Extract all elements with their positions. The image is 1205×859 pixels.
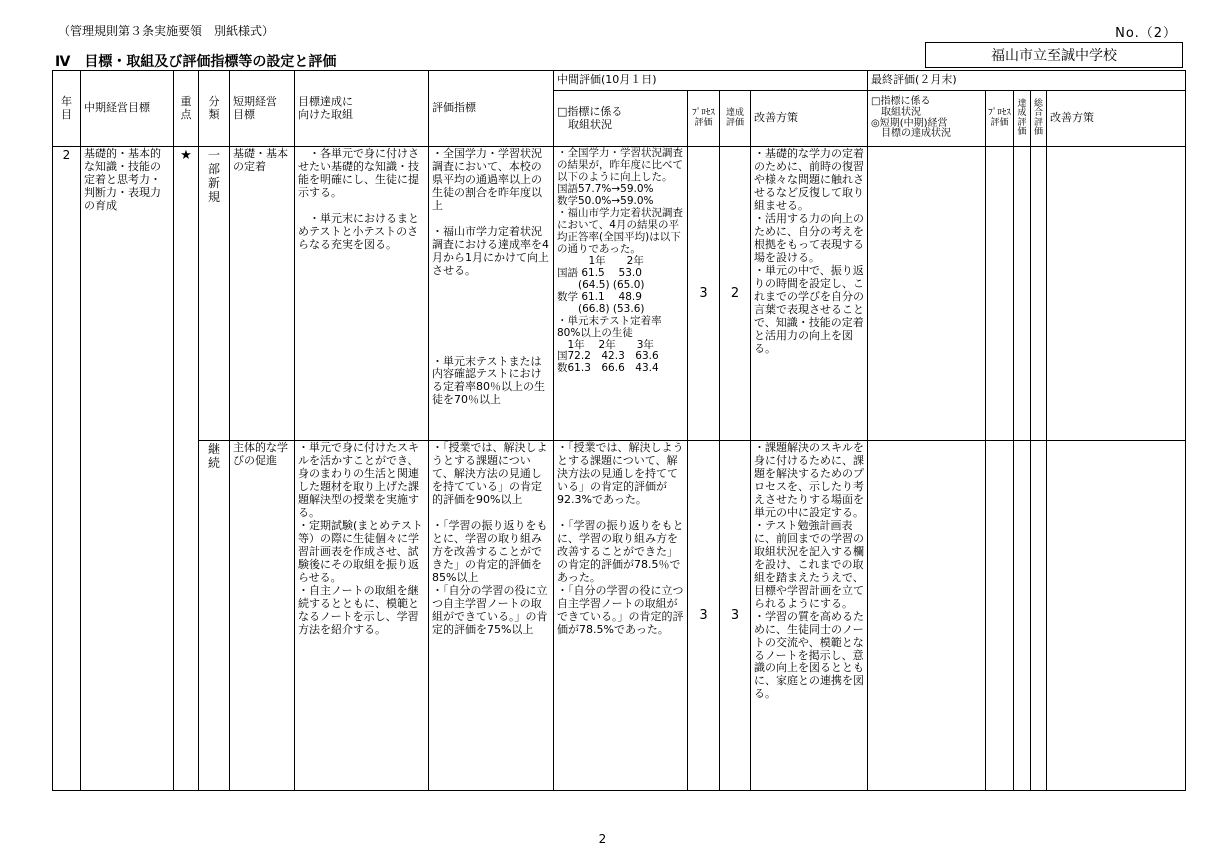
form-note: （管理規則第３条実施要領 別紙様式） [58,24,275,38]
table-row [53,441,1186,791]
evaluation-table [52,70,1186,791]
table-row [53,147,1186,441]
cell-indicator: ・「授業では、解決しようとする課題について、解決方法の見通しを持てている」の肯定的評価を90%以上 ・「学習の振り返りをもとに、学習の取り組み方を改善することができた」の肯定的評価を85%以上 ・「自分の学習の役に立つ自主学習ノートの取組ができている。」の肯定的評価を75%以上 [429,441,554,791]
header-mid-goal: 中期経営目標 [81,71,174,147]
header-efforts: 目標達成に 向けた取組 [295,71,429,147]
cell-process: 3 [688,441,720,791]
cell-mid-goal: 基礎的・基本的な知識・技能の定着と思考力・判断力・表現力の育成 [81,147,174,791]
header-achieve: 達成 評価 [720,91,751,147]
cell-final-improve [1047,147,1186,441]
footer-page-number: 2 [598,832,607,846]
section-title: Ⅳ 目標・取組及び評価指標等の設定と評価 [55,54,337,70]
priority-star: ★ [174,147,199,791]
header-overall: 総 合 評 価 [1031,91,1047,147]
cell-final-status [868,441,986,791]
header-process: ﾌﾟﾛｾｽ 評価 [688,91,720,147]
cell-short-goal: 基礎・基本の定着 [230,147,295,441]
cell-final-process [986,441,1014,791]
cell-final-achieve [1014,441,1031,791]
header-improve: 改善方策 [751,91,868,147]
cell-process: 3 [688,147,720,441]
cell-short-goal: 主体的な学びの促進 [230,441,295,791]
header-final: 最終評価(２月末) [868,71,1186,91]
header-interim-status: □指標に係る 取組状況 [554,91,688,147]
cell-improve: ・基礎的な学力の定着のために、前時の復習や様々な問題に触れさせるなど反復して取り組ませる。 ・活用する力の向上のために、自分の考えを根拠をもって表現する場を設ける。 ・単元の中で、振り返りの時間を設定し、これまでの学びを自分の言葉で表現させることで、知識・技能の定着と活用力の向上を図る。 [751,147,868,441]
cell-efforts: ・各単元で身に付けさせたい基礎的な知識・技能を明確にし、生徒に提示する。 ・単元末におけるまとめテストと小テストのさらなる充実を図る。 [295,147,429,441]
cell-achieve: 3 [720,441,751,791]
cell-achieve: 2 [720,147,751,441]
cell-efforts: ・単元で身に付けたスキルを活かすことができ、身のまわりの生活と関連した題材を取り上げた課題解決型の授業を実施する。 ・定期試験(まとめテスト等）の際に生徒個々に学習計画表を作成させ、試験後にその取組を振り返らせる。 ・自主ノートの取組を継続するとともに、模範となるノートを示し、学習方法を紹介する。 [295,441,429,791]
cell-overall [1031,147,1047,441]
header-final-process: ﾌﾟﾛｾｽ 評価 [986,91,1014,147]
cell-final-improve [1047,441,1186,791]
header-row-1 [53,71,1186,91]
cell-final-achieve [1014,147,1031,441]
cell-category: 一 部 新 規 [199,147,230,441]
header-priority: 重 点 [174,71,199,147]
cell-interim-status: ・全国学力・学習状況調査の結果が，昨年度に比べて以下のように向上した。 国語57.7%→59.0% 数学50.0%→59.0% ・福山市学力定着状況調査において、4月の結果の平均正答率(全国平均)は以下の通りであった。 1年 2年 国語 61.5 53.0 (64.5) (65.0) 数学 61.1 48.9 (66.8) (53.6) ・単元末テスト定着率80%以上の生徒 1年 2年 3年 国72.2 42.3 63.6 数61.3 66.6 43.4 [554,147,688,441]
header-interim: 中間評価(10月１日) [554,71,868,91]
cell-final-process [986,147,1014,441]
header-indicator: 評価指標 [429,71,554,147]
cell-category: 継 続 [199,441,230,791]
cell-interim-status: ・「授業では、解決しようとする課題について、解決方法の見通しを持てている」の肯定的評価が92.3%であった。 ・「学習の振り返りをもとに、学習の取り組み方を改善することができた」の肯定的評価が78.5％であった。 ・「自分の学習の役に立つ自主学習ノートの取組ができている。」の肯定的評価が78.5%であった。 [554,441,688,791]
cell-year: 2 [53,147,81,791]
header-final-achieve: 達成 評価 [1014,91,1031,147]
school-name-box [925,42,1183,68]
header-short-goal: 短期経営 目標 [230,71,295,147]
header-year: 年 目 [53,71,81,147]
page-number: No.（2） [1115,26,1177,41]
cell-final-status [868,147,986,441]
cell-indicator: ・全国学力・学習状況調査において、本校の県平均の通過率以上の生徒の割合を昨年度以上 ・福山市学力定着状況調査における達成率を4月から1月にかけて向上させる。 ・単元末テストまたは内容確認テストにおける定着率80％以上の生徒を70％以上 [429,147,554,441]
header-final-improve: 改善方策 [1047,91,1186,147]
cell-overall [1031,441,1047,791]
cell-improve: ・課題解決のスキルを身に付けるために、課題を解決するためのプロセスを、示したり考えさせたりする場面を単元の中に設定する。 ・テスト勉強計画表に、前回までの学習の取組状況を記入する欄を設け、これまでの取組を踏まえたうえで、目標や学習計画を立てられるようにする。 ・学習の質を高めるために、生徒同士のノートの交流や、模範となるノートを掲示し、意識の向上を図るとともに、家庭との連携を図る。 [751,441,868,791]
header-final-status: □指標に係る 取組状況 ◎短期(中期)経営 目標の達成状況 [868,91,986,147]
school-name: 福山市立至誠中学校 [991,48,1117,64]
header-category: 分 類 [199,71,230,147]
